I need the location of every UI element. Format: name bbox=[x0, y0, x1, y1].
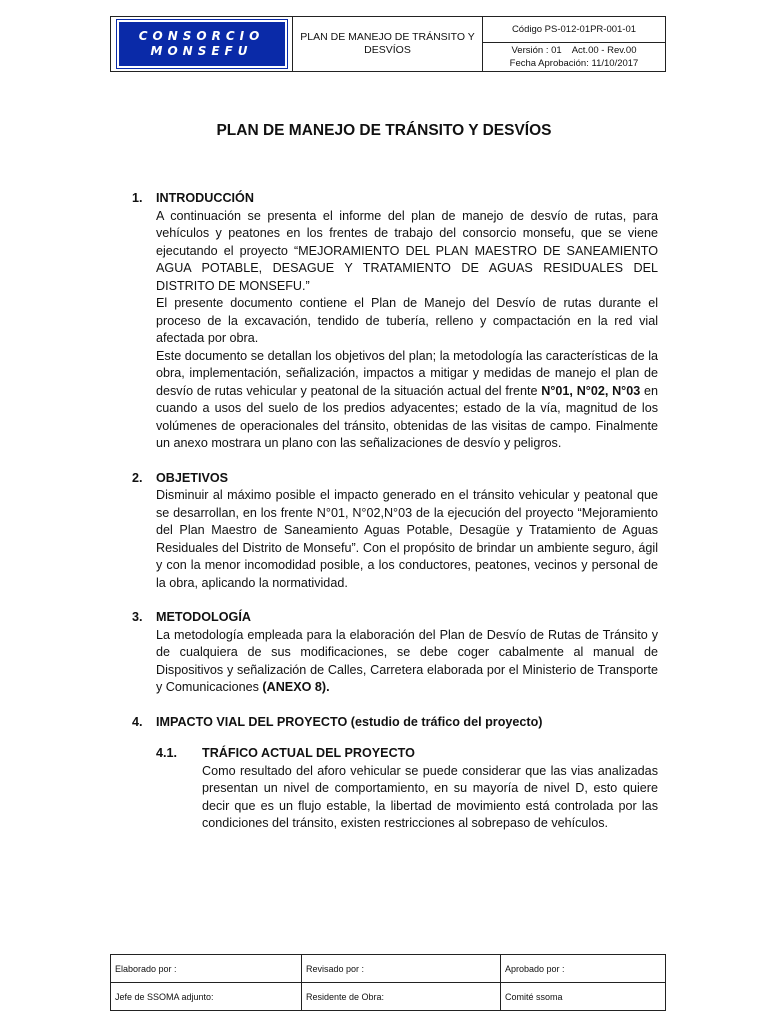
section-number: 1. bbox=[132, 191, 143, 205]
bold-text-run: (ANEXO 8). bbox=[262, 680, 330, 694]
bold-text-run: N°01, N°02, N°03 bbox=[541, 383, 641, 398]
logo-line-2: MONSEFU bbox=[150, 44, 253, 58]
paragraph bbox=[156, 627, 658, 697]
signature-table bbox=[110, 954, 666, 1011]
site-resident-label: Residente de Obra: bbox=[302, 983, 501, 1011]
document-body bbox=[132, 190, 658, 850]
paragraph: El presente documento contiene el Plan de Manejo del Desvío de rutas durante el proceso de la excavación, tendido de tubería, relleno y compactación en la red vial afectada por obra. bbox=[156, 296, 658, 345]
consorcio-monsefu-logo bbox=[117, 20, 287, 68]
section-introduccion bbox=[132, 190, 658, 453]
prepared-by-label: Elaborado por : bbox=[111, 955, 302, 983]
section-heading bbox=[132, 609, 658, 627]
section-impacto-vial bbox=[132, 714, 658, 833]
section-number: 4. bbox=[132, 714, 143, 729]
paragraph bbox=[156, 348, 658, 453]
ssoma-chief-label: Jefe de SSOMA adjunto: bbox=[111, 983, 302, 1011]
section-title: METODOLOGÍA bbox=[156, 610, 251, 624]
subsection-heading bbox=[156, 745, 658, 763]
version-block bbox=[483, 43, 665, 71]
ssoma-committee-label: Comité ssoma bbox=[501, 983, 666, 1011]
text-run: en cuando a usos del suelo de los predios adyacentes; estado de la vía, magnitud de los volúmenes de operacionales del tránsito, obtenidas de las visitas de campo. Finalmente un anexo mostrara un plano con las señalizaciones de desvío y peligros. bbox=[156, 383, 658, 450]
text-run: La metodología empleada para la elaboración del Plan de Desvío de Rutas de Tránsito y de cualquiera de sus modificaciones, se debe coger cabalmente al manual de Dispositivos y señalización de Calles, Carretera elaborada por el Ministerio de Transporte y Comunicaciones bbox=[156, 627, 658, 694]
approved-by-label: Aprobado por : bbox=[501, 955, 666, 983]
section-heading bbox=[132, 714, 658, 732]
section-title: OBJETIVOS bbox=[156, 470, 229, 485]
approval-date: Fecha Aprobación: 11/10/2017 bbox=[509, 58, 639, 69]
document-title: PLAN DE MANEJO DE TRÁNSITO Y DESVÍOS bbox=[216, 122, 552, 139]
reviewed-by-label: Revisado por : bbox=[302, 955, 501, 983]
paragraph: A continuación se presenta el informe del plan de manejo de desvío de rutas, para vehículos y peatones en los frentes de trabajo del consorcio monsefu, que se viene ejecutando el proyecto “MEJORAMIENTO DEL PLAN MAESTRO DE SANEAMIENTO AGUA POTABLE, DESAGUE Y TRATAMIENTO DE AGUAS RESIDUALES DEL DISTRITO DE MONSEFU.” bbox=[156, 208, 658, 293]
subsection-trafico-actual bbox=[156, 745, 658, 833]
header-title: PLAN DE MANEJO DE TRÁNSITO Y DESVÍOS bbox=[293, 17, 483, 71]
section-number: 2. bbox=[132, 470, 143, 485]
table-row bbox=[111, 955, 666, 983]
paragraph: Como resultado del aforo vehicular se puede considerar que las vias analizadas presentan un nivel de comportamiento, en su mayoría de nivel D, esto quiere decir que es un flujo estable, la libertad de movimiento está controlada por las condiciones del tránsito, existen restricciones al sobrepaso de vehículos. bbox=[202, 763, 658, 830]
document-code: Código PS-012-01PR-001-01 bbox=[483, 17, 665, 43]
section-objetivos bbox=[132, 470, 658, 593]
subsection-title: TRÁFICO ACTUAL DEL PROYECTO bbox=[202, 746, 415, 760]
section-number: 3. bbox=[132, 610, 143, 624]
section-heading bbox=[132, 470, 658, 488]
text-run: Este documento se detallan los objetivos del plan; la metodología las características de la obra, implementación, señalización, impactos a mitigar y medidas de manejo el plan de desvío de rutas vehicular y peatonal de la situación actual del frente bbox=[156, 348, 658, 398]
subsection-number: 4.1. bbox=[156, 746, 178, 760]
section-title: IMPACTO VIAL DEL PROYECTO (estudio de tráfico del proyecto) bbox=[156, 714, 543, 729]
logo-line-1: CONSORCIO bbox=[138, 29, 265, 43]
table-row bbox=[111, 983, 666, 1011]
header-meta bbox=[483, 17, 665, 71]
logo-cell bbox=[111, 17, 293, 71]
paragraph: Disminuir al máximo posible el impacto generado en el tránsito vehicular y peatonal que se desarrollan, en los frente N°01, N°02,N°03 de la ejecución del proyecto “Mejoramiento del Plan Maestro de Saneamiento Aguas Potable, Desagüe y Tratamiento de Aguas Residuales del Distrito de Monsefu”. Con el propósito de brindar un ambiente seguro, ágil y con la menor incomodidad posible, a los conductores, peatones, vecinos y personal de la obra, aplicando la normatividad. bbox=[156, 488, 658, 590]
section-title: INTRODUCCIÓN bbox=[156, 191, 254, 205]
version-text: Versión : 01 Act.00 - Rev.00 bbox=[511, 45, 637, 56]
document-header bbox=[110, 16, 666, 72]
section-heading bbox=[132, 190, 658, 208]
section-metodologia bbox=[132, 609, 658, 697]
